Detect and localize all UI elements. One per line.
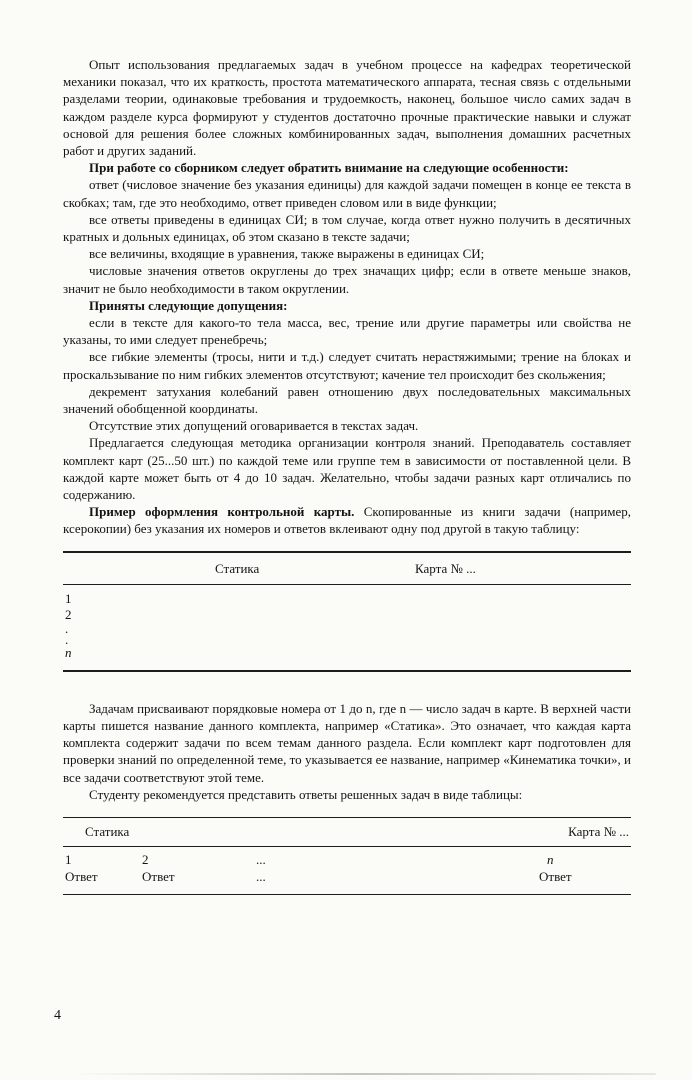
paragraph-neglect-params: [63, 314, 631, 348]
answer-cell: Ответ: [65, 869, 98, 885]
paragraph-lead: При работе со сборником следует обратить внимание на следующие особенности:: [89, 160, 569, 176]
paragraph-si-units: [63, 211, 631, 245]
paragraph-features-heading: [63, 159, 631, 176]
paragraph-text: все ответы приведены в единицах СИ; в том случае, когда ответ нужно получить в десятичных кратных и дольных единицах, об этом сказано в тексте задачи;: [63, 211, 631, 245]
paragraph-numbering: [63, 700, 631, 786]
paragraph-lead: Пример оформления контрольной карты.: [89, 504, 355, 520]
paragraph-flexible-elements: [63, 348, 631, 382]
paragraph-rounding: [63, 262, 631, 296]
answers-table-body: [63, 847, 631, 894]
answers-table: [63, 817, 631, 895]
paragraph-absence-note: [63, 417, 631, 434]
table-row: 2: [65, 606, 72, 622]
paragraph-card-example: [63, 503, 631, 537]
paragraph-text: Отсутствие этих допущений оговаривается в текстах задач.: [89, 418, 419, 434]
control-card-table-body: [63, 585, 631, 670]
table-row: 1: [65, 590, 72, 606]
paragraph-text: Студенту рекомендуется представить ответы решенных задач в виде таблицы:: [89, 786, 523, 802]
paragraph-text: Задачам присваивают порядковые номера от 1 до n, где n — число задач в карте. В верхней части карты пишется название данного комплекта, например «Статика». Это означает, что каждая карта комплекта содержит задачи по всем темам данного раздела. Если комплект карт подготовлен для проверки знаний по определенной теме, то указывается ее название, например «Кинематика точки», и все задачи соответствуют этой теме.: [63, 700, 631, 785]
paragraph-decrement: [63, 383, 631, 417]
text-column: [63, 56, 631, 895]
paragraph-answer-format: [63, 176, 631, 210]
table-title-statics: Статика: [85, 823, 130, 839]
table-title-card-number: Карта № ...: [415, 560, 476, 576]
scan-edge-artifact: [70, 1073, 656, 1075]
paragraph-method: [63, 434, 631, 503]
paragraph-text: Скопированные из книги задачи (например, ксерокопии) без указания их номеров и ответов вклеивают одну под другой в такую таблицу:: [63, 504, 631, 537]
paragraph-quantities-si: [63, 245, 631, 262]
answer-cell: Ответ: [539, 869, 572, 885]
paragraph-text: декремент затухания колебаний равен отношению двух последовательных максимальных значений обобщенной координаты.: [63, 383, 631, 417]
table-row-ellipsis: .: [65, 631, 69, 647]
control-card-table-header: [63, 553, 631, 585]
answer-cell: Ответ: [142, 869, 175, 885]
paragraph-text: все величины, входящие в уравнения, также выражены в единицах СИ;: [89, 246, 485, 262]
answers-table-header: [63, 818, 631, 847]
table-row: n: [65, 644, 72, 660]
paragraph-intro: [63, 56, 631, 159]
answer-col-ellipsis: ...: [256, 852, 266, 868]
table-title-statics: Статика: [215, 560, 260, 576]
table-row-ellipsis: .: [65, 620, 69, 636]
table-title-card-number: Карта № ...: [568, 823, 629, 839]
paragraph-text: ответ (числовое значение без указания единицы) для каждой задачи помещен в конце ее текста в скобках; там, где это необходимо, ответ приведен словом или в виде функции;: [63, 177, 631, 210]
answer-col-number: 2: [142, 852, 149, 868]
paragraph-lead: Приняты следующие допущения:: [89, 297, 288, 313]
paragraph-student-answers: [63, 786, 631, 803]
paragraph-text: все гибкие элементы (тросы, нити и т.д.) следует считать нерастяжимыми; трение на блоках и проскальзывание по ним гибких элементов отсутствуют; качение тел происходит без скольжения;: [63, 349, 631, 382]
page-number: 4: [54, 1008, 61, 1023]
paragraph-text: если в тексте для какого-то тела масса, вес, трение или другие параметры или свойства не указаны, то ими следует пренебречь;: [63, 315, 631, 348]
control-card-table: [63, 551, 631, 672]
answer-col-number: n: [547, 852, 554, 868]
paragraph-text: Опыт использования предлагаемых задач в учебном процессе на кафедрах теоретической механики показал, что их краткость, простота математического аппарата, тесная связь с отдельными разделами теории, одинаковые требования и трудоемкость, наконец, большое число самих задач в каждом разделе курса формируют у студентов достаточно прочные практические навыки и служат основой для решения более сложных комбинированных задач, выполнения домашних расчетных работ и других заданий.: [63, 57, 631, 159]
paragraph-assumptions-heading: [63, 297, 631, 314]
answer-cell-ellipsis: ...: [256, 869, 266, 885]
paragraph-text: Предлагается следующая методика организации контроля знаний. Преподаватель составляет комплект карт (25...50 шт.) по каждой теме или группе тем в зависимости от поставленной цели. В каждой карте может быть от 4 до 10 задач. Желательно, чтобы задачи разных карт отличались по содержанию.: [63, 435, 631, 503]
answer-col-number: 1: [65, 852, 72, 868]
paragraph-text: числовые значения ответов округлены до трех значащих цифр; если в ответе меньше знаков, значит не было необходимости в таком округлении.: [63, 263, 631, 296]
